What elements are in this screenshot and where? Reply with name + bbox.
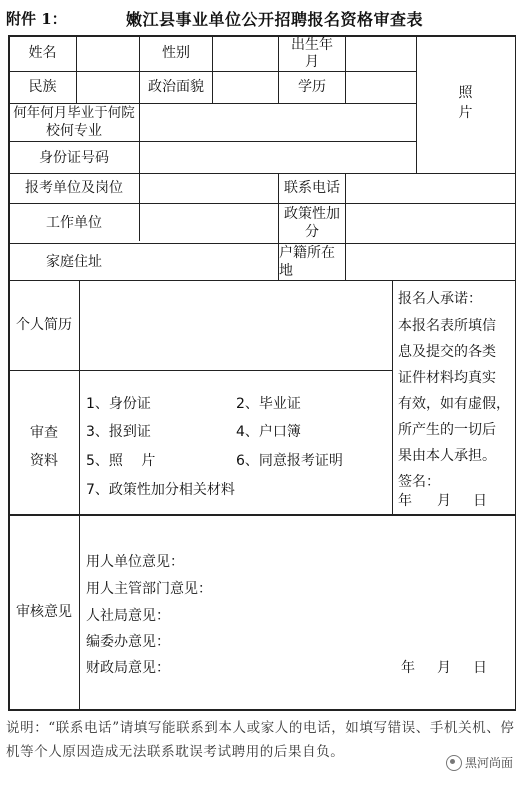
contact-phone-field[interactable]	[346, 174, 514, 203]
id-number-field[interactable]	[140, 142, 416, 173]
pledge-day: 日	[473, 493, 487, 509]
ethnicity-field[interactable]	[77, 72, 139, 103]
household-reg-label-line1: 户籍所在	[279, 245, 335, 261]
household-reg-field[interactable]	[346, 244, 514, 280]
signature-field[interactable]	[440, 472, 510, 490]
pledge-line-4: 有效，如有虚假，	[398, 396, 510, 412]
staffing-office-opinion-label: 编委办意见：	[86, 634, 170, 650]
applied-unit-label: 报考单位及岗位	[25, 180, 123, 196]
wechat-logo-icon	[446, 755, 462, 771]
education-field[interactable]	[346, 72, 416, 103]
department-opinion-label: 用人主管部门意见：	[86, 581, 212, 597]
contact-phone-label: 联系电话	[284, 180, 340, 196]
work-unit-label: 工作单位	[46, 215, 102, 231]
gender-field[interactable]	[213, 36, 278, 71]
birth-date-label-line2: 月	[305, 54, 319, 70]
political-status-field[interactable]	[213, 72, 278, 103]
graduation-field[interactable]	[140, 104, 416, 141]
attachment-label: 附件 1：	[6, 10, 67, 28]
household-reg-label-line2: 地	[279, 263, 293, 279]
political-status-label: 政治面貌	[148, 79, 204, 95]
hr-bureau-opinion-label: 人社局意见：	[86, 608, 170, 624]
audit-opinion-field[interactable]	[80, 516, 514, 709]
pledge-line-3: 证件材料均真实	[398, 370, 496, 386]
material-item-consent-certificate: 6、同意报考证明	[236, 453, 343, 469]
pledge-year: 年	[398, 493, 412, 509]
audit-year: 年	[401, 660, 415, 676]
ethnicity-label: 民族	[28, 79, 57, 95]
audit-opinion-label: 审核意见	[16, 604, 72, 620]
home-address-field[interactable]	[140, 244, 278, 280]
name-field[interactable]	[77, 36, 139, 71]
watermark	[446, 754, 513, 771]
finance-bureau-opinion-label: 财政局意见：	[86, 660, 170, 676]
education-label: 学历	[298, 79, 326, 95]
footnote: 说明：“联系电话”请填写能联系到本人或家人的电话，如填写错误、手机关机、停机等个人原因造成无法联系耽误考试聘用的后果自负。	[6, 720, 515, 760]
photo-label-line2: 片	[458, 105, 473, 121]
audit-month: 月	[437, 660, 451, 676]
review-materials-label-line2: 资料	[30, 453, 58, 469]
pledge-sign-label: 签名：	[398, 474, 440, 490]
gender-label: 性别	[162, 45, 190, 61]
material-item-policy-bonus-docs: 7、政策性加分相关材料	[86, 482, 235, 498]
policy-bonus-field[interactable]	[346, 204, 514, 243]
id-number-label: 身份证号码	[39, 150, 109, 166]
resume-field[interactable]	[80, 281, 392, 370]
pledge-line-6: 果由本人承担。	[398, 448, 496, 464]
employer-opinion-label: 用人单位意见：	[86, 554, 184, 570]
material-item-registration-card: 3、报到证	[86, 424, 151, 440]
resume-label: 个人简历	[16, 317, 72, 333]
material-item-photo: 5、照 片	[86, 453, 156, 469]
review-materials-label-line1: 审查	[30, 425, 58, 441]
pledge-month: 月	[437, 493, 451, 509]
material-item-id-card: 1、身份证	[86, 396, 151, 412]
photo-label-line1: 照	[458, 85, 473, 101]
pledge-line-2: 息及提交的各类	[398, 344, 496, 360]
audit-day: 日	[473, 660, 487, 676]
watermark-text: 黑河尚面	[464, 756, 513, 770]
policy-bonus-label-line2: 分	[305, 224, 319, 240]
pledge-line-5: 所产生的一切后	[398, 422, 496, 438]
pledge-line-1: 本报名表所填信	[398, 318, 496, 334]
material-item-diploma: 2、毕业证	[236, 396, 301, 412]
policy-bonus-label-line1: 政策性加	[284, 206, 340, 222]
graduation-label-line2: 校何专业	[46, 123, 102, 139]
page-title: 嫩江县事业单位公开招聘报名资格审查表	[126, 10, 424, 29]
pledge-title: 报名人承诺：	[398, 291, 482, 307]
birth-date-field[interactable]	[346, 36, 416, 71]
name-label: 姓名	[28, 45, 57, 61]
applied-unit-field[interactable]	[140, 174, 278, 203]
home-address-label: 家庭住址	[46, 254, 102, 270]
graduation-label-line1: 何年何月毕业于何院	[13, 105, 135, 121]
birth-date-label-line1: 出生年	[291, 37, 333, 53]
material-item-household-register: 4、户口簿	[236, 424, 301, 440]
work-unit-field[interactable]	[140, 204, 278, 243]
